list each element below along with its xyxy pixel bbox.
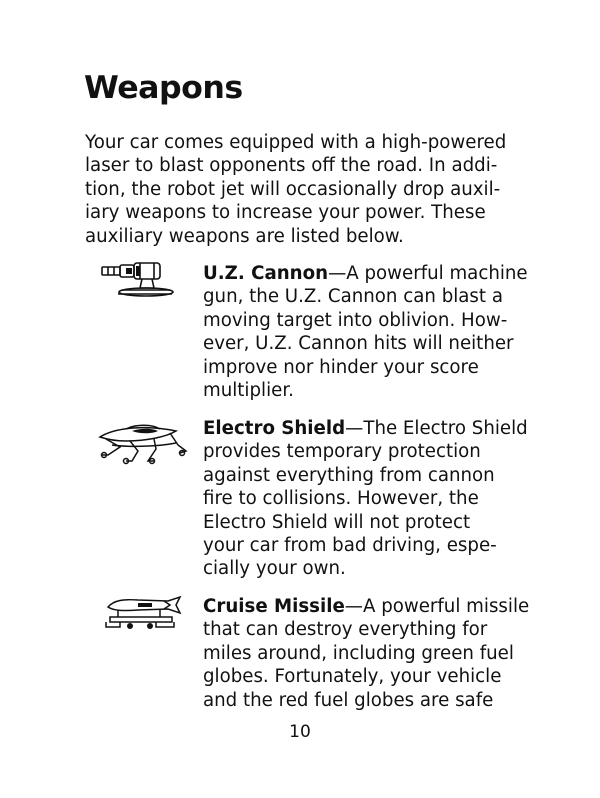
weapon-line: against everything from cannon xyxy=(203,464,495,486)
weapon-line: moving target into oblivion. How- xyxy=(203,309,508,331)
weapon-description xyxy=(203,262,563,402)
weapon-description xyxy=(203,595,563,712)
weapon-line: miles around, including green fuel xyxy=(203,642,514,664)
weapon-description xyxy=(203,417,563,581)
intro-line: laser to blast opponents off the road. In addi- xyxy=(85,155,498,177)
intro-line: iary weapons to increase your power. These xyxy=(85,202,486,224)
weapon-line: fire to collisions. However, the xyxy=(203,488,479,510)
intro-line: Your car comes equipped with a high-powered xyxy=(85,132,507,153)
weapon-line: and the red fuel globes are safe xyxy=(203,689,494,711)
weapon-line: your car from bad driving, espe- xyxy=(203,535,497,557)
weapon-name: Cruise Missile xyxy=(203,596,345,617)
weapon-line: gun, the U.Z. Cannon can blast a xyxy=(203,286,503,308)
weapon-first-line-rest: —A powerful machine xyxy=(328,263,528,284)
weapon-name: U.Z. Cannon xyxy=(203,263,329,284)
page-title: Weapons xyxy=(84,70,243,106)
weapon-first-line-rest: —The Electro Shield xyxy=(345,418,528,439)
intro-line: tion, the robot jet will occasionally drop auxil- xyxy=(85,178,501,200)
weapon-first-line xyxy=(203,595,563,618)
weapon-line: globes. Fortunately, your vehicle xyxy=(203,666,502,688)
weapon-first-line xyxy=(203,262,563,285)
missile-icon xyxy=(104,595,184,635)
weapon-first-line xyxy=(203,417,563,440)
weapon-line: improve nor hinder your score xyxy=(203,356,479,378)
intro-paragraph xyxy=(85,131,545,248)
shield-icon xyxy=(96,421,188,467)
weapon-line: cially your own. xyxy=(203,558,346,580)
weapon-line: Electro Shield will not protect xyxy=(203,511,471,533)
weapon-line: ever, U.Z. Cannon hits will neither xyxy=(203,333,514,355)
weapon-name: Electro Shield xyxy=(203,418,346,439)
weapon-line: that can destroy everything for xyxy=(203,619,488,641)
weapon-first-line-rest: —A powerful missile xyxy=(344,596,530,617)
weapon-line: multiplier. xyxy=(203,380,294,402)
intro-line: auxiliary weapons are listed below. xyxy=(85,225,404,247)
page-number: 10 xyxy=(289,722,311,742)
weapon-line: provides temporary protection xyxy=(203,441,481,463)
cannon-icon xyxy=(100,262,176,302)
